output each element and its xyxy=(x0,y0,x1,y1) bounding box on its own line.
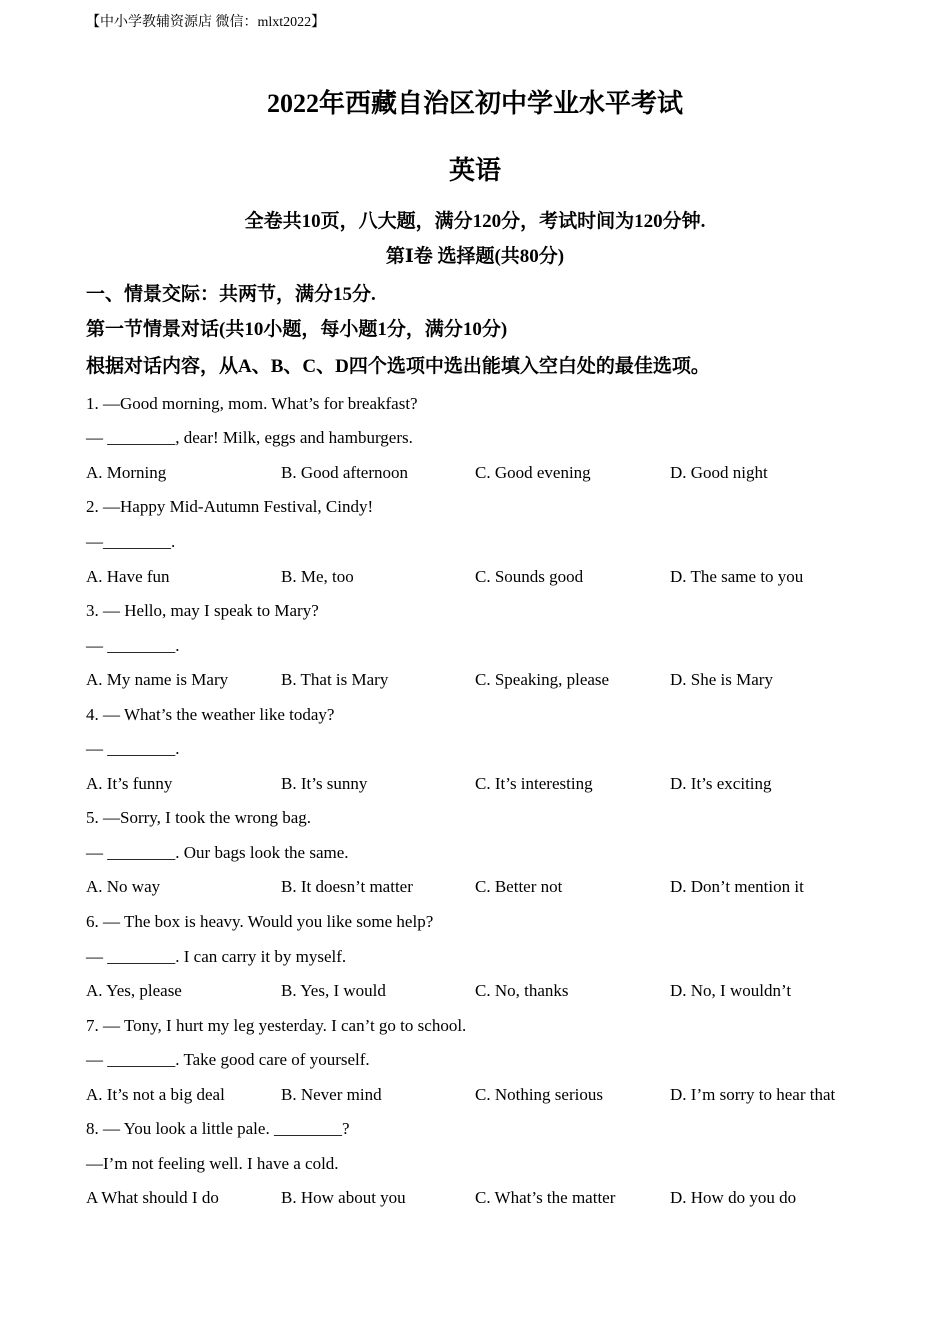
question-6-options xyxy=(86,979,886,1003)
question-8-prompt: 8. — You look a little pale. ________? xyxy=(86,1119,350,1138)
section-title: 一、情景交际：共两节，满分15分. xyxy=(86,284,376,305)
question-3-options xyxy=(86,668,886,692)
question-1-option-a: A. Morning xyxy=(86,463,167,482)
question-1-options xyxy=(86,461,886,485)
question-7-options xyxy=(86,1083,886,1107)
question-8-reply: —I’m not feeling well. I have a cold. xyxy=(86,1154,339,1173)
question-4-prompt: 4. — What’s the weather like today? xyxy=(86,705,335,724)
instruction: 根据对话内容，从A、B、C、D四个选项中选出能填入空白处的最佳选项。 xyxy=(86,356,710,377)
question-1-reply: — ________, dear! Milk, eggs and hamburgers. xyxy=(86,428,413,447)
exam-info: 全卷共10页，八大题，满分120分，考试时间为120分钟. xyxy=(244,211,706,232)
question-7-prompt: 7. — Tony, I hurt my leg yesterday. I can’t go to school. xyxy=(86,1016,467,1035)
part-title: 第Ⅰ卷 选择题(共80分) xyxy=(385,246,565,267)
question-2-prompt: 2. —Happy Mid-Autumn Festival, Cindy! xyxy=(86,497,374,516)
question-5-option-c: C. Better not xyxy=(475,877,563,896)
question-4-option-c: C. It’s interesting xyxy=(475,774,593,793)
question-8-options xyxy=(86,1186,886,1210)
question-1-option-c: C. Good evening xyxy=(475,463,591,482)
question-7-option-b: B. Never mind xyxy=(281,1085,382,1104)
question-8-option-a: A What should I do xyxy=(86,1188,219,1207)
question-1-option-b: B. Good afternoon xyxy=(281,463,409,482)
question-8-option-c: C. What’s the matter xyxy=(475,1188,616,1207)
question-5-reply: — ________. Our bags look the same. xyxy=(86,843,349,862)
question-6-reply: — ________. I can carry it by myself. xyxy=(86,947,347,966)
question-3-prompt: 3. — Hello, may I speak to Mary? xyxy=(86,601,319,620)
question-1-option-d: D. Good night xyxy=(670,463,768,482)
question-2-option-d: D. The same to you xyxy=(670,567,804,586)
question-2-option-c: C. Sounds good xyxy=(475,567,584,586)
question-4-options xyxy=(86,772,886,796)
subsection-title: 第一节情景对话(共10小题，每小题1分，满分10分) xyxy=(86,319,508,340)
question-8-option-d: D. How do you do xyxy=(670,1188,797,1207)
question-6-option-d: D. No, I wouldn’t xyxy=(670,981,792,1000)
question-6-prompt: 6. — The box is heavy. Would you like some help? xyxy=(86,912,434,931)
header-note: 【中小学教辅资源店 微信：mlxt2022】 xyxy=(86,15,326,30)
question-6-option-a: A. Yes, please xyxy=(86,981,182,1000)
question-8-option-b: B. How about you xyxy=(281,1188,406,1207)
question-3-option-d: D. She is Mary xyxy=(670,670,773,689)
question-7-reply: — ________. Take good care of yourself. xyxy=(86,1050,370,1069)
question-4-option-a: A. It’s funny xyxy=(86,774,173,793)
question-6-option-c: C. No, thanks xyxy=(475,981,569,1000)
question-5-prompt: 5. —Sorry, I took the wrong bag. xyxy=(86,808,312,827)
question-1-prompt: 1. —Good morning, mom. What’s for breakfast? xyxy=(86,394,418,413)
question-3-reply: — ________. xyxy=(86,636,180,655)
question-7-option-c: C. Nothing serious xyxy=(475,1085,603,1104)
question-5-option-b: B. It doesn’t matter xyxy=(281,877,413,896)
question-3-option-c: C. Speaking, please xyxy=(475,670,610,689)
question-5-options xyxy=(86,875,886,899)
question-4-option-b: B. It’s sunny xyxy=(281,774,368,793)
question-3-option-a: A. My name is Mary xyxy=(86,670,229,689)
exam-title: 2022年西藏自治区初中学业水平考试 xyxy=(266,89,683,118)
question-2-option-a: A. Have fun xyxy=(86,567,170,586)
question-7-option-a: A. It’s not a big deal xyxy=(86,1085,225,1104)
question-4-option-d: D. It’s exciting xyxy=(670,774,772,793)
subject-title: 英语 xyxy=(448,156,501,185)
question-4-reply: — ________. xyxy=(86,739,180,758)
question-3-option-b: B. That is Mary xyxy=(281,670,389,689)
question-5-option-a: A. No way xyxy=(86,877,161,896)
question-2-options xyxy=(86,565,886,589)
question-2-option-b: B. Me, too xyxy=(281,567,354,586)
question-2-reply: —________. xyxy=(86,532,176,551)
question-5-option-d: D. Don’t mention it xyxy=(670,877,804,896)
question-6-option-b: B. Yes, I would xyxy=(281,981,386,1000)
question-7-option-d: D. I’m sorry to hear that xyxy=(670,1085,836,1104)
